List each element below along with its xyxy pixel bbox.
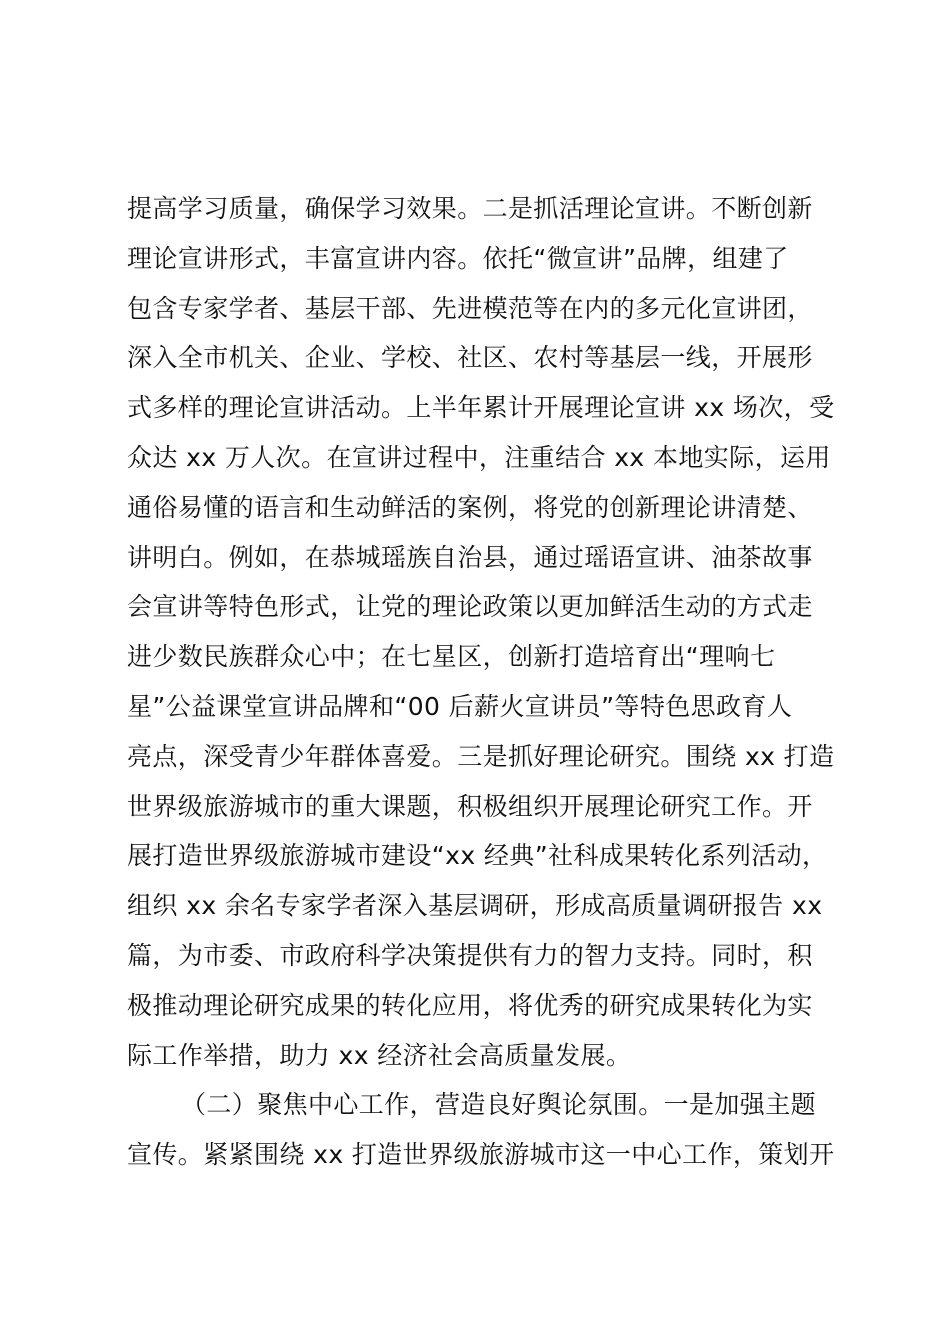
text-line: 深入全市机关、企业、学校、社区、农村等基层一线，开展形 (127, 343, 813, 373)
text-line: 组织 xx 余名专家学者深入基层调研，形成高质量调研报告 xx (127, 891, 823, 921)
text-line: 展打造世界级旅游城市建设“xx 经典”社科成果转化系列活动， (127, 841, 828, 871)
text-line: 包含专家学者、基层干部、先进模范等在内的多元化宣讲团， (127, 293, 813, 323)
text-line: 篇，为市委、市政府科学决策提供有力的智力支持。同时，积 (127, 940, 813, 970)
text-line: 星”公益课堂宣讲品牌和“00 后薪火宣讲员”等特色思政育人 (127, 691, 793, 721)
text-line: 会宣讲等特色形式，让党的理论政策以更加鲜活生动的方式走 (127, 592, 813, 622)
text-line: 讲明白。例如，在恭城瑶族自治县，通过瑶语宣讲、油茶故事 (127, 542, 813, 572)
text-line: 世界级旅游城市的重大课题，积极组织开展理论研究工作。开 (127, 791, 813, 821)
body-text (127, 184, 839, 1180)
text-line: 众达 xx 万人次。在宣讲过程中，注重结合 xx 本地实际，运用 (127, 442, 831, 472)
text-line: 进少数民族群众心中；在七星区，创新打造培育出“理响七 (127, 642, 776, 672)
section-heading-line: （二）聚焦中心工作，营造良好舆论氛围。一是加强主题 (181, 1090, 817, 1120)
text-line: 通俗易懂的语言和生动鲜活的案例，将党的创新理论讲清楚、 (127, 492, 813, 522)
text-line: 理论宣讲形式，丰富宣讲内容。依托“微宣讲”品牌，组建了 (127, 243, 789, 273)
text-line: 际工作举措，助力 xx 经济社会高质量发展。 (127, 1040, 632, 1070)
text-line: 式多样的理论宣讲活动。上半年累计开展理论宣讲 xx 场次，受 (127, 393, 835, 423)
text-line: 极推动理论研究成果的转化应用，将优秀的研究成果转化为实 (127, 990, 813, 1020)
text-line: 亮点，深受青少年群体喜爱。三是抓好理论研究。围绕 xx 打造 (127, 741, 835, 771)
text-line: 提高学习质量，确保学习效果。二是抓活理论宣讲。不断创新 (127, 194, 813, 223)
text-line: 宣传。紧紧围绕 xx 打造世界级旅游城市这一中心工作，策划开 (127, 1140, 835, 1170)
